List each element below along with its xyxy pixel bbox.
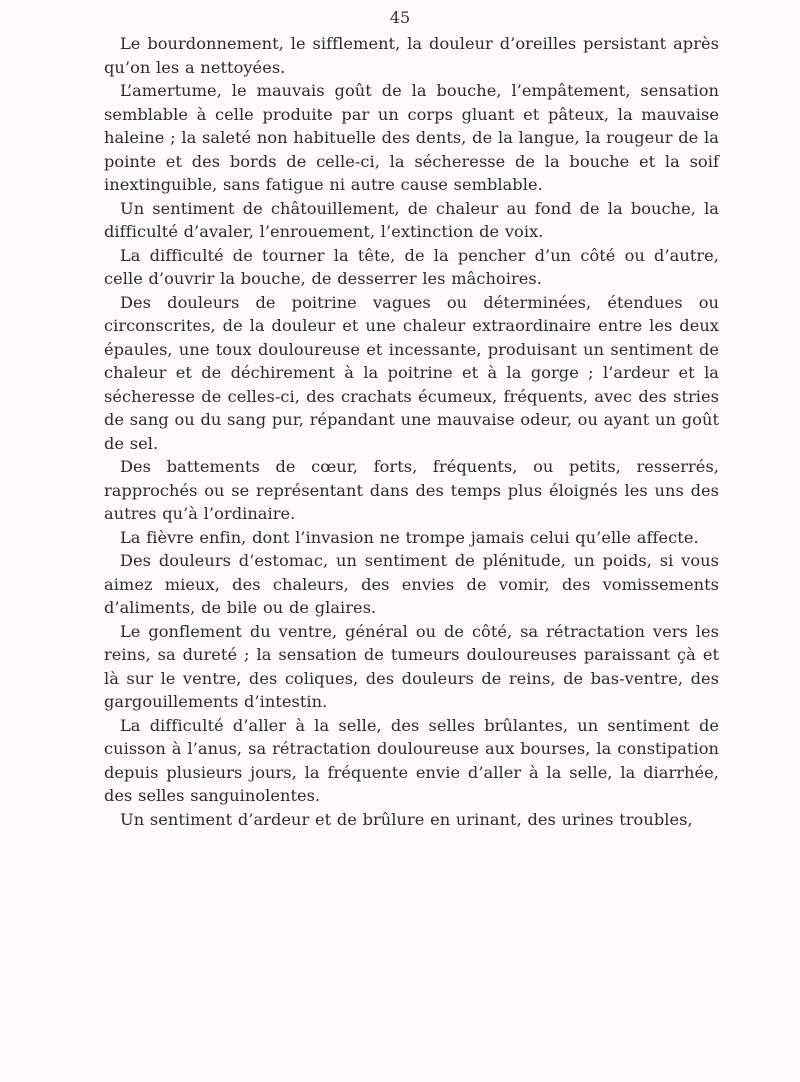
paragraph: Le bourdonnement, le sifflement, la douleur d’oreilles persistant après qu’on les a nettoyées. — [104, 34, 719, 77]
paragraph: La difficulté de tourner la tête, de la pencher d’un côté ou d’autre, celle d’ouvrir la bouche, de desserrer les mâchoires. — [104, 245, 719, 288]
paragraph: Des battements de cœur, forts, fréquents, ou petits, resserrés, rapprochés ou se représentant dans des temps plus éloignés les uns des autres qu’à l’ordinaire. — [104, 457, 719, 523]
paragraph: La difficulté d’aller à la selle, des selles brûlantes, un sentiment de cuisson à l’anus, sa rétractation douloureuse aux bourses, la constipation depuis plusieurs jours, la fréquente envie d’aller à la selle, la diarrhée, des selles sanguinolentes. — [104, 715, 719, 805]
body-text — [104, 32, 719, 831]
paragraph: Le gonflement du ventre, général ou de côté, sa rétractation vers les reins, sa dureté ; la sensation de tumeurs douloureuses paraissant çà et là sur le ventre, des coliques, des douleurs de reins, de bas-ventre, des gargouillements d’intestin. — [104, 621, 719, 711]
paragraph: Un sentiment de châtouillement, de chaleur au fond de la bouche, la difficulté d’avaler, l’enrouement, l’extinction de voix. — [104, 198, 719, 241]
paragraph: Des douleurs de poitrine vagues ou déterminées, étendues ou circonscrites, de la douleur et une chaleur extraordinaire entre les deux épaules, une toux douloureuse et incessante, produisant un sentiment de chaleur et de déchirement à la poitrine et à la gorge ; l’ardeur et la sécheresse de celles-ci, des crachats écumeux, fréquents, avec des stries de sang ou du sang pur, répandant une mauvaise odeur, ou ayant un goût de sel. — [104, 292, 719, 453]
paragraph: Des douleurs d’estomac, un sentiment de plénitude, un poids, si vous aimez mieux, des chaleurs, des envies de vomir, des vomissements d’aliments, de bile ou de glaires. — [104, 551, 719, 617]
paragraph: L’amertume, le mauvais goût de la bouche, l’empâtement, sensation semblable à celle produite par un corps gluant et pâteux, la mauvaise haleine ; la saleté non habituelle des dents, de la langue, la rougeur de la pointe et des bords de celle-ci, la sécheresse de la bouche et la soif inextinguible, sans fatigue ni autre cause semblable. — [104, 81, 719, 194]
paragraph: La fièvre enfin, dont l’invasion ne trompe jamais celui qu’elle affecte. — [120, 527, 699, 547]
paragraph: Un sentiment d’ardeur et de brûlure en urinant, des urines troubles, — [120, 809, 693, 829]
page-number: 45 — [389, 8, 411, 27]
